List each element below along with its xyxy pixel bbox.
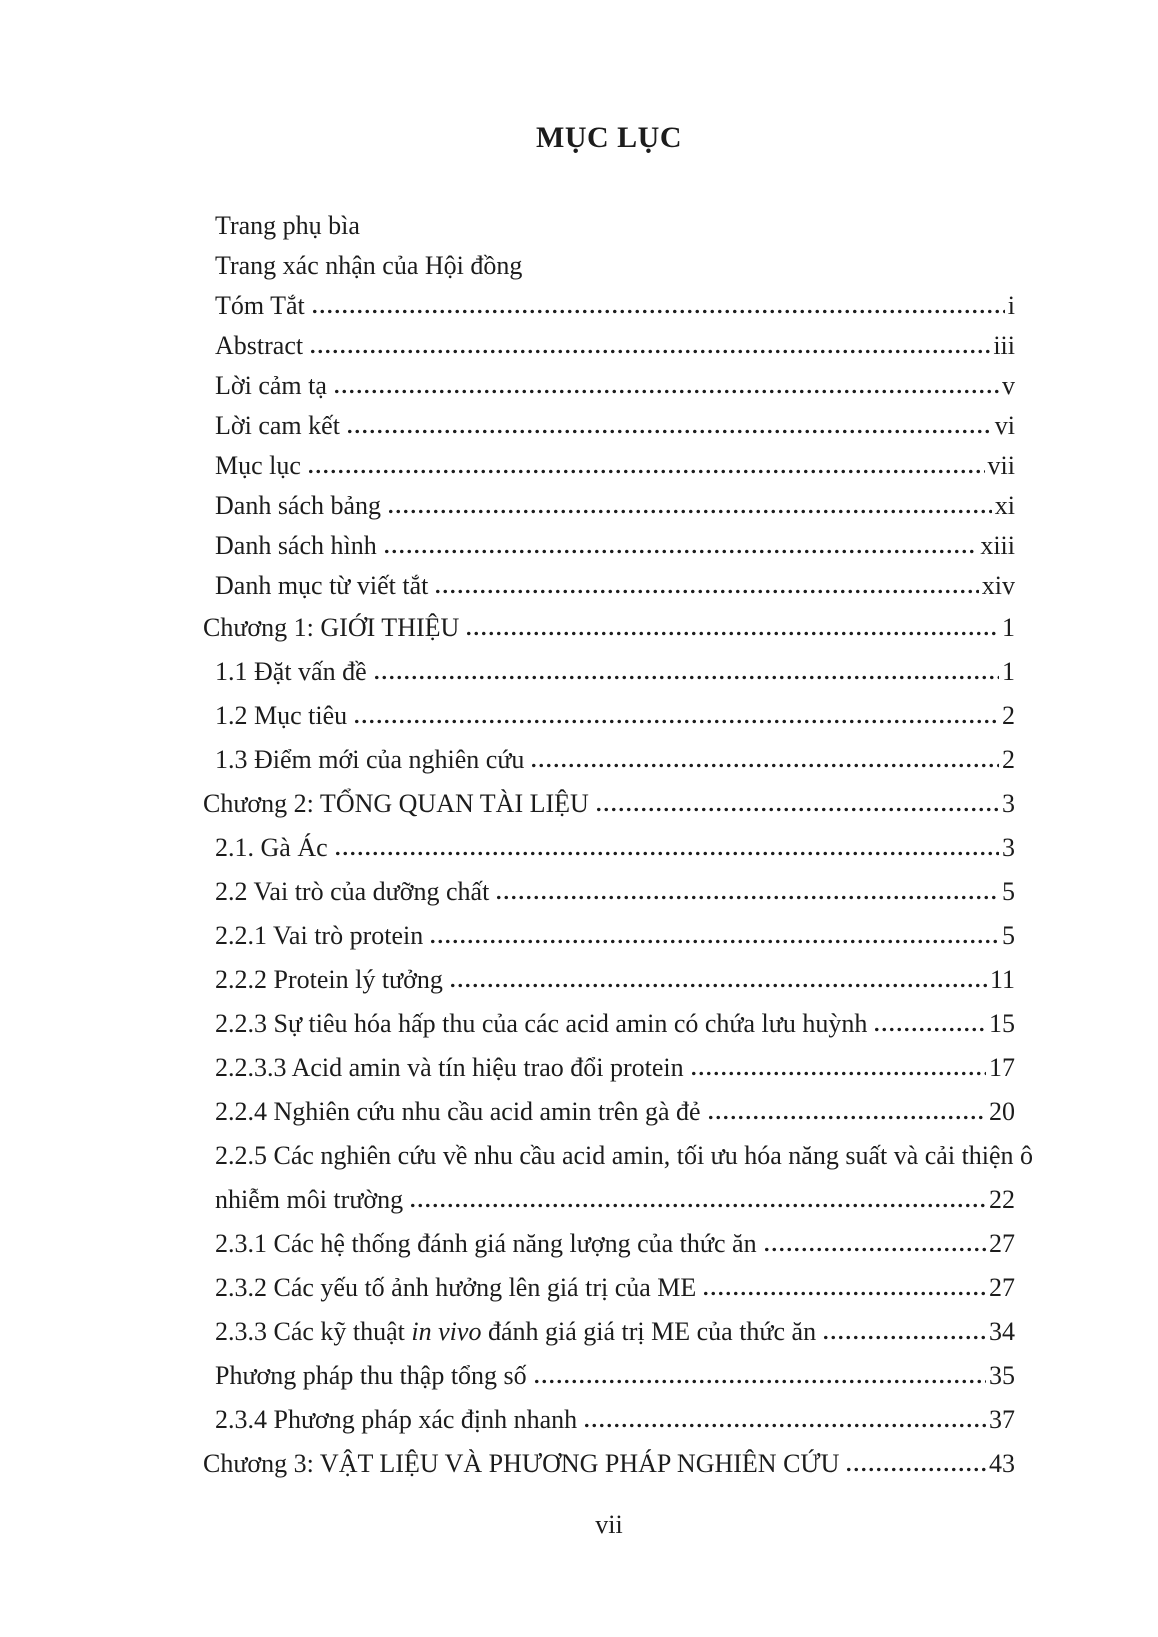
dot-leader (583, 1423, 986, 1428)
page-number: 3 (1002, 833, 1015, 862)
toc-entry (203, 366, 1015, 406)
toc-entry (203, 694, 1015, 738)
page-number: 34 (989, 1317, 1015, 1346)
toc-entry (203, 286, 1015, 326)
toc-entry-label: Phương pháp thu thập tổng số (215, 1361, 527, 1390)
dot-leader (533, 1379, 986, 1384)
toc-entry (203, 206, 1015, 246)
dot-leader (387, 509, 992, 514)
toc-entry-label: 2.2.1 Vai trò protein (215, 921, 424, 950)
toc-entry (203, 326, 1015, 366)
dot-leader (429, 939, 999, 944)
toc-entry-label: Chương 3: VẬT LIỆU VÀ PHƯƠNG PHÁP NGHIÊN CỨU (203, 1449, 840, 1478)
toc-entry-label: Chương 2: TỔNG QUAN TÀI LIỆU (203, 789, 589, 818)
page-number: iii (993, 331, 1015, 360)
toc-entry-label: 2.2.5 Các nghiên cứu về nhu cầu acid amin, tối ưu hóa năng suất và cải thiện ô (215, 1141, 1034, 1170)
toc-entry-label: Abstract (215, 331, 304, 360)
dot-leader (334, 851, 999, 856)
dot-leader (595, 807, 999, 812)
toc-entry (203, 526, 1015, 566)
dot-leader (409, 1203, 986, 1208)
toc-entry (203, 738, 1015, 782)
toc-entry-label: 2.2.2 Protein lý tưởng (215, 965, 443, 994)
toc-entry-label: 2.3.1 Các hệ thống đánh giá năng lượng của thức ăn (215, 1229, 757, 1258)
dot-leader (495, 895, 999, 900)
toc-entry (203, 914, 1015, 958)
toc-entry-label: Danh sách hình (215, 531, 377, 560)
page-number: xi (994, 491, 1015, 520)
toc-chapter-entry (203, 606, 1015, 650)
toc-entry-label: Trang phụ bìa (215, 211, 360, 240)
page-title: MỤC LỤC (536, 121, 682, 154)
toc-entry-label: 2.3.4 Phương pháp xác định nhanh (215, 1405, 578, 1434)
toc-entry (203, 566, 1015, 606)
page-number: 27 (989, 1229, 1015, 1258)
toc-entry-label: 2.2 Vai trò của dưỡng chất (215, 877, 490, 906)
page-number: vii (987, 451, 1015, 480)
dot-leader (383, 549, 978, 554)
toc-entry-label: 1.1 Đặt vấn đề (215, 657, 367, 686)
dot-leader (530, 763, 999, 768)
toc-entry (203, 1310, 1015, 1354)
toc-entry-label: Lời cam kết (215, 411, 340, 440)
toc-entry (203, 870, 1015, 914)
page-number: i (1007, 291, 1015, 320)
toc-entry-label: Tóm Tắt (215, 291, 305, 320)
page-number: 3 (1002, 789, 1015, 818)
toc-entry-label: 2.2.3 Sự tiêu hóa hấp thu của các acid amin có chứa lưu huỳnh (215, 1009, 868, 1038)
page-number: 27 (989, 1273, 1015, 1302)
dot-leader (311, 309, 1005, 314)
toc-entry (203, 1134, 1034, 1178)
toc-entry (203, 1398, 1015, 1442)
dot-leader (873, 1027, 986, 1032)
page-number: xiii (980, 531, 1015, 560)
page-number: 5 (1002, 877, 1015, 906)
toc-chapter-entry (203, 782, 1015, 826)
toc-entry (203, 958, 1015, 1002)
dot-leader (309, 349, 990, 354)
toc-entry-label: 1.2 Mục tiêu (215, 701, 348, 730)
page-number: xiv (981, 571, 1015, 600)
toc-entry (203, 1354, 1015, 1398)
toc-entry (203, 446, 1015, 486)
toc-entry (203, 1090, 1015, 1134)
dot-leader (465, 631, 999, 636)
page-number: v (1002, 371, 1015, 400)
page-number: vi (994, 411, 1015, 440)
dot-leader (434, 589, 978, 594)
page-number: 15 (989, 1009, 1015, 1038)
dot-leader (690, 1071, 986, 1076)
footer-page-number: vii (595, 1510, 623, 1539)
dot-leader (822, 1335, 986, 1340)
dot-leader (373, 675, 999, 680)
dot-leader (702, 1291, 986, 1296)
toc-entry (203, 650, 1015, 694)
toc-entry (203, 1046, 1015, 1090)
page-number: 2 (1002, 701, 1015, 730)
toc-entry (203, 1178, 1015, 1222)
dot-leader (707, 1115, 986, 1120)
dot-leader (346, 429, 992, 434)
page-number: 2 (1002, 745, 1015, 774)
toc-entry-label: Lời cảm tạ (215, 371, 327, 400)
page-number: 11 (989, 965, 1015, 994)
toc-entry-label: 1.3 Điểm mới của nghiên cứu (215, 745, 525, 774)
page-number: 1 (1002, 613, 1015, 642)
page-number: 37 (989, 1405, 1015, 1434)
toc-entry (203, 406, 1015, 446)
toc-entry-label: 2.2.3.3 Acid amin và tín hiệu trao đổi protein (215, 1053, 684, 1082)
toc-entry-label: 2.3.2 Các yếu tố ảnh hưởng lên giá trị của ME (215, 1273, 697, 1302)
toc-entry-label: Mục lục (215, 451, 301, 480)
toc-list (203, 206, 1034, 1486)
dot-leader (353, 719, 999, 724)
dot-leader (307, 469, 985, 474)
page-number: 20 (989, 1097, 1015, 1126)
page-number: 43 (989, 1449, 1015, 1478)
toc-entry (203, 486, 1015, 526)
toc-chapter-entry (203, 1442, 1015, 1486)
toc-entry (203, 826, 1015, 870)
toc-entry (203, 1002, 1015, 1046)
dot-leader (449, 983, 987, 988)
toc-entry (203, 1222, 1015, 1266)
toc-entry-label: 2.1. Gà Ác (215, 833, 328, 862)
toc-entry-label: Danh sách bảng (215, 491, 382, 520)
toc-entry-label: Danh mục từ viết tắt (215, 571, 429, 600)
page-number: 5 (1002, 921, 1015, 950)
toc-entry-label: 2.2.4 Nghiên cứu nhu cầu acid amin trên gà đẻ (215, 1097, 701, 1126)
dot-leader (763, 1247, 986, 1252)
page-number: 1 (1002, 657, 1015, 686)
dot-leader (845, 1467, 986, 1472)
dot-leader (333, 389, 999, 394)
page-number: 22 (989, 1185, 1015, 1214)
page-number: 35 (989, 1361, 1015, 1390)
toc-entry (203, 246, 1015, 286)
toc-entry-label: 2.3.3 Các kỹ thuật in vivo đánh giá giá trị ME của thức ăn (215, 1317, 817, 1346)
toc-entry (203, 1266, 1015, 1310)
page-number: 17 (989, 1053, 1015, 1082)
toc-entry-label: Trang xác nhận của Hội đồng (215, 251, 523, 280)
toc-entry-label: Chương 1: GIỚI THIỆU (203, 613, 460, 642)
toc-entry-label: nhiễm môi trường (215, 1185, 404, 1214)
